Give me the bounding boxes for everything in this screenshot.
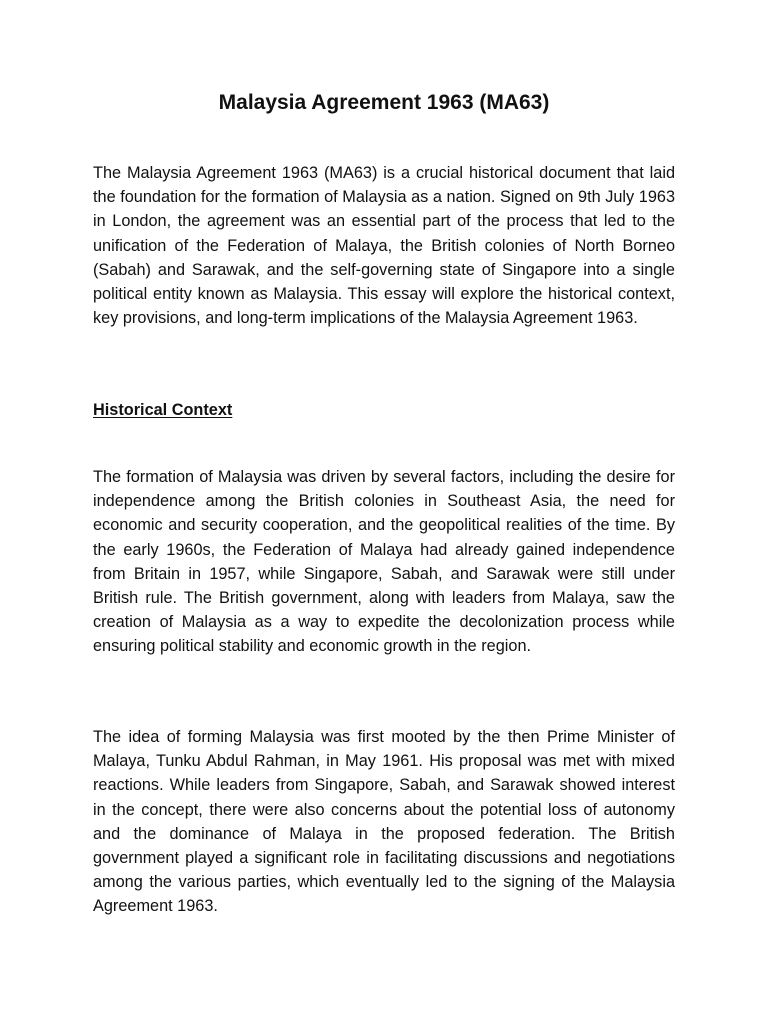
historical-context-paragraph-1: The formation of Malaysia was driven by several factors, including the desire for independence among the British colonies in Southeast Asia, the need for economic and security cooperation, and the geopolitical realities of the time. By the early 1960s, the Federation of Malaya had already gained independence from Britain in 1957, while Singapore, Sabah, and Sarawak were still under British rule. The British government, along with leaders from Malaya, saw the creation of Malaysia as a way to expedite the decolonization process while ensuring political stability and economic growth in the region. <box>93 468 675 656</box>
section-heading-historical-context: Historical Context <box>93 401 233 419</box>
document-title: Malaysia Agreement 1963 (MA63) <box>218 91 550 114</box>
intro-paragraph: The Malaysia Agreement 1963 (MA63) is a crucial historical document that laid the foundation for the formation of Malaysia as a nation. Signed on 9th July 1963 in London, the agreement was an essential part of the process that led to the unification of the Federation of Malaya, the British colonies of North Borneo (Sabah) and Sarawak, and the self-governing state of Singapore into a single political entity known as Malaysia. This essay will explore the historical context, key provisions, and long-term implications of the Malaysia Agreement 1963. <box>93 164 675 328</box>
historical-context-paragraph-2: The idea of forming Malaysia was first mooted by the then Prime Minister of Malaya, Tunku Abdul Rahman, in May 1961. His proposal was met with mixed reactions. While leaders from Singapore, Sabah, and Sarawak showed interest in the concept, there were also concerns about the potential loss of autonomy and the dominance of Malaya in the proposed federation. The British government played a significant role in facilitating discussions and negotiations among the various parties, which eventually led to the signing of the Malaysia Agreement 1963. <box>93 728 675 916</box>
